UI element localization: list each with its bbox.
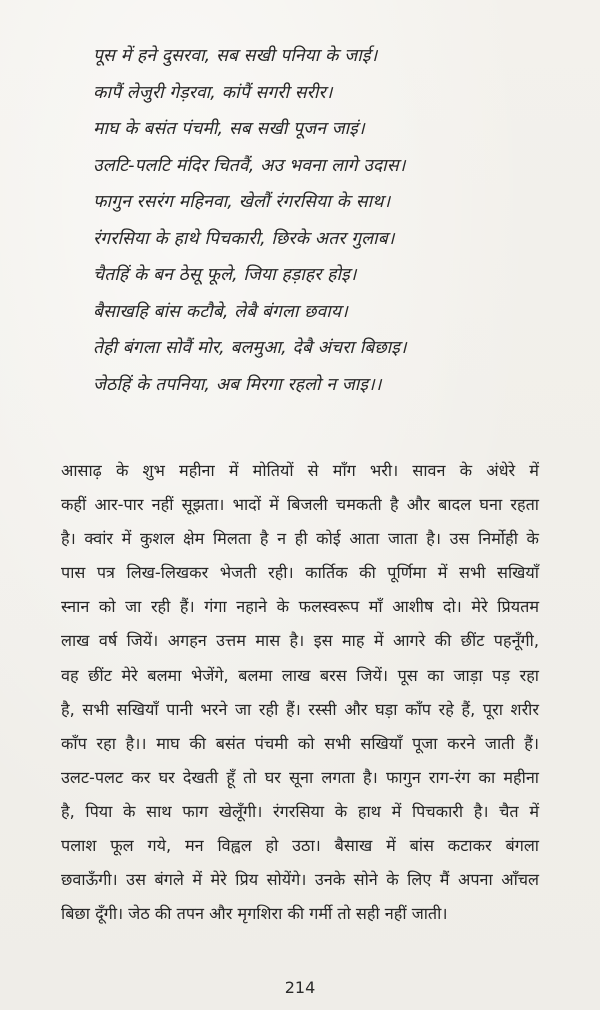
verse-line: माघ के बसंत पंचमी, सब सखी पूजन जाइं। <box>93 119 365 139</box>
prose-line: है। क्वांर में कुशल क्षेम मिलता है न ही कोई आता जाता है। उस निर्मोही के <box>61 529 539 549</box>
prose-line: है, पिया के साथ फाग खेलूँगी। रंगरसिया के हाथ में पिचकारी है। चैत में <box>61 801 539 821</box>
verse-block <box>93 38 563 403</box>
verse-line: बैसाखहि बांस कटौबे, लेबै बंगला छवाय। <box>93 301 348 322</box>
verse-line: उलटि-पलटि मंदिर चितवैं, अउ भवना लागे उदास। <box>93 155 406 176</box>
verse-line: पूस में हने दुसरवा, सब सखी पनिया के जाई। <box>93 46 378 66</box>
prose-line: है, सभी सखियाँ पानी भरने जा रही हैं। रस्सी और घड़ा काँप रहे हैं, पूरा शरीर <box>61 699 539 719</box>
verse-line: फागुन रसरंग महिनवा, खेलौं रंगरसिया के साथ। <box>93 192 391 212</box>
verse-line: रंगरसिया के हाथे पिचकारी, छिरके अतर गुलाब। <box>93 228 395 249</box>
prose-line: उलट-पलट कर घर देखती हूँ तो घर सूना लगता है। फागुन राग-रंग का महीना <box>61 767 539 787</box>
prose-line: स्नान को जा रही हैं। गंगा नहाने के फलस्वरूप माँ आशीष दो। मेरे प्रियतम <box>61 597 539 617</box>
page-number: 214 <box>284 978 316 997</box>
prose-line: काँप रहा है।। माघ की बसंत पंचमी को सभी सखियाँ पूजा करने जाती हैं। <box>61 733 539 753</box>
prose-line: आसाढ़ के शुभ महीना में मोतियों से माँग भरी। सावन के अंधेरे में <box>61 461 539 480</box>
prose-line: कहीं आर-पार नहीं सूझता। भादों में बिजली चमकती है और बादल घना रहता <box>61 495 539 515</box>
prose-paragraph <box>61 454 539 931</box>
prose-line: पास पत्र लिख-लिखकर भेजती रही। कार्तिक की पूर्णिमा में सभी सखियाँ <box>61 563 539 583</box>
prose-line: लाख वर्ष जियें। अगहन उत्तम मास है। इस माह में आगरे की छींट पहनूँगी, <box>61 631 539 651</box>
prose-line: बिछा दूँगी। जेठ की तपन और मृगशिरा की गर्मी तो सही नहीं जाती। <box>61 904 448 924</box>
prose-line: वह छींट मेरे बलमा भेजेंगे, बलमा लाख बरस जियें। पूस का जाड़ा पड़ रहा <box>61 665 539 685</box>
verse-line: चैतहिं के बन ठेसू फूले, जिया हड़ाहर होइ। <box>93 265 357 285</box>
prose-line: छवाऊँगी। उस बंगले में मेरे प्रिय सोयेंगे। उनके सोने के लिए मैं अपना आँचल <box>61 870 539 890</box>
verse-line: जेठहिं के तपनिया, अब मिरगा रहलो न जाइ।। <box>93 374 382 395</box>
verse-line: कापैं लेजुरी गेड़रवा, कांपैं सगरी सरीर। <box>93 82 333 103</box>
verse-line: तेही बंगला सोवैं मोर, बलमुआ, देबै अंचरा बिछाइ। <box>93 338 407 358</box>
prose-line: पलाश फूल गये, मन विह्वल हो उठा। बैसाख में बांस कटाकर बंगला <box>61 836 539 856</box>
